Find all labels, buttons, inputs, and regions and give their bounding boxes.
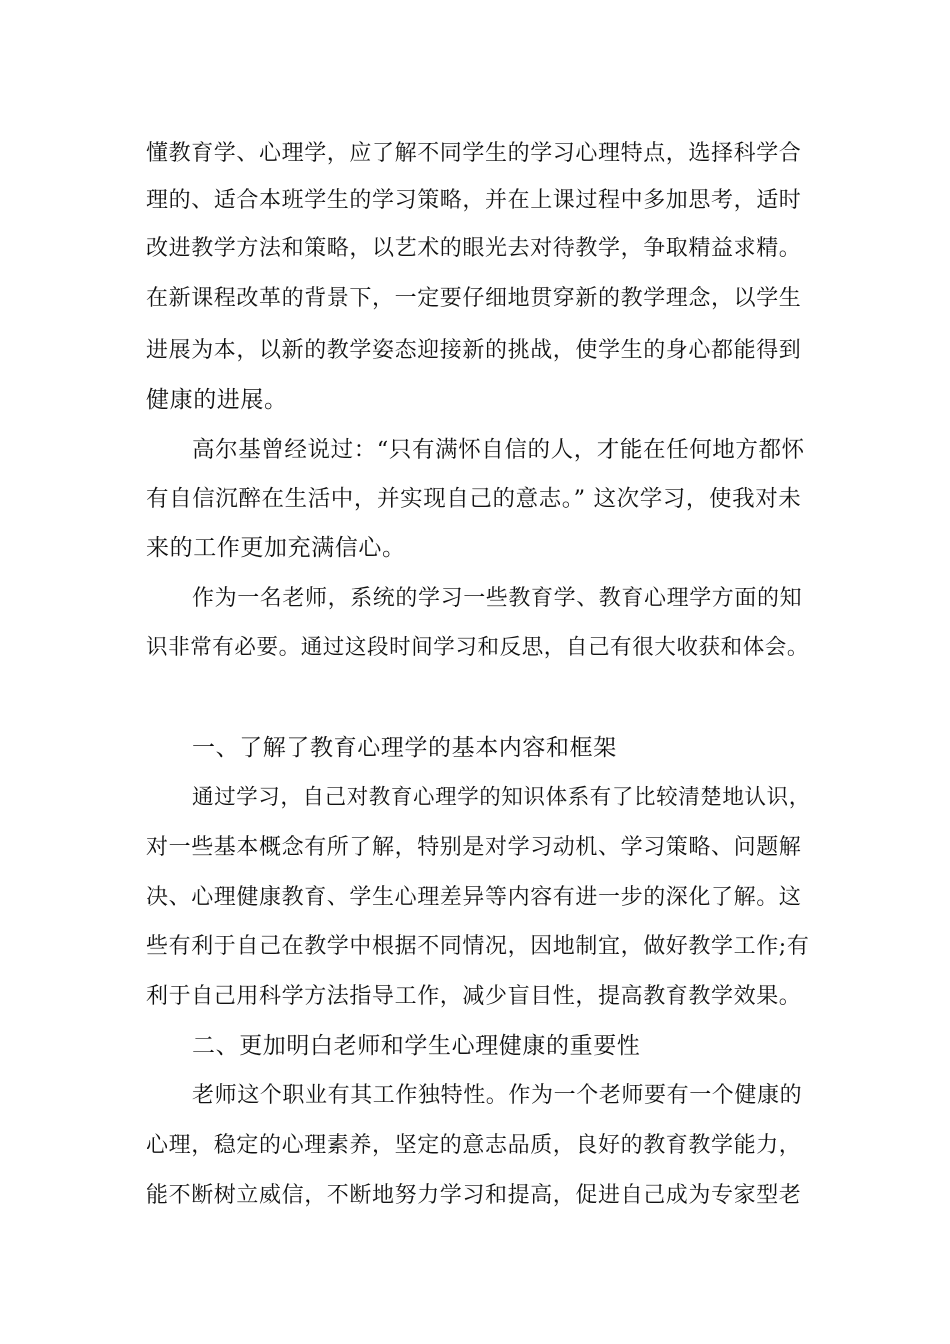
- paragraph-5-line-3: 能不断树立威信，不断地努力学习和提高，促进自己成为专家型老: [146, 1183, 802, 1208]
- paragraph-4-line-4: 些有利于自己在教学中根据不同情况，因地制宜，做好教学工作;有: [146, 934, 810, 959]
- section-heading-2: 二、更加明白老师和学生心理健康的重要性: [192, 1033, 641, 1059]
- paragraph-1-line-3: 改进教学方法和策略，以艺术的眼光去对待教学，争取精益求精。: [146, 236, 802, 261]
- paragraph-4-line-5: 利于自己用科学方法指导工作，减少盲目性，提高教育教学效果。: [146, 984, 802, 1009]
- paragraph-4-line-2: 对一些基本概念有所了解，特别是对学习动机、学习策略、问题解: [146, 835, 802, 860]
- section-heading-1: 一、了解了教育心理学的基本内容和框架: [192, 735, 617, 761]
- paragraph-1-line-6: 健康的进展。: [146, 387, 288, 413]
- paragraph-2-line-2: 有自信沉醉在生活中，并实现自己的意志。” 这次学习，使我对未: [146, 486, 802, 512]
- paragraph-3-line-1: 作为一名老师，系统的学习一些教育学、教育心理学方面的知: [192, 586, 803, 611]
- paragraph-2-line-1: 高尔基曾经说过：“只有满怀自信的人，才能在任何地方都怀: [192, 437, 805, 463]
- paragraph-1-line-5: 进展为本，以新的教学姿态迎接新的挑战，使学生的身心都能得到: [146, 338, 802, 363]
- paragraph-1-line-4: 在新课程改革的背景下，一定要仔细地贯穿新的教学理念，以学生: [146, 286, 802, 311]
- paragraph-1-line-1: 懂教育学、心理学，应了解不同学生的学习心理特点，选择科学合: [146, 141, 802, 166]
- paragraph-2-line-3: 来的工作更加充满信心。: [146, 535, 406, 561]
- paragraph-4-line-1: 通过学习，自己对教育心理学的知识体系有了比较清楚地认识，: [192, 785, 811, 810]
- paragraph-1-line-2: 理的、适合本班学生的学习策略，并在上课过程中多加思考，适时: [146, 188, 802, 213]
- paragraph-4-line-3: 决、心理健康教育、学生心理差异等内容有进一步的深化了解。这: [146, 885, 802, 910]
- paragraph-5-line-1: 老师这个职业有其工作独特性。作为一个老师要有一个健康的: [192, 1083, 803, 1108]
- paragraph-3-line-2: 识非常有必要。通过这段时间学习和反思，自己有很大收获和体会。: [146, 635, 810, 660]
- paragraph-5-line-2: 心理，稳定的心理素养，坚定的意志品质，良好的教育教学能力，: [146, 1133, 802, 1158]
